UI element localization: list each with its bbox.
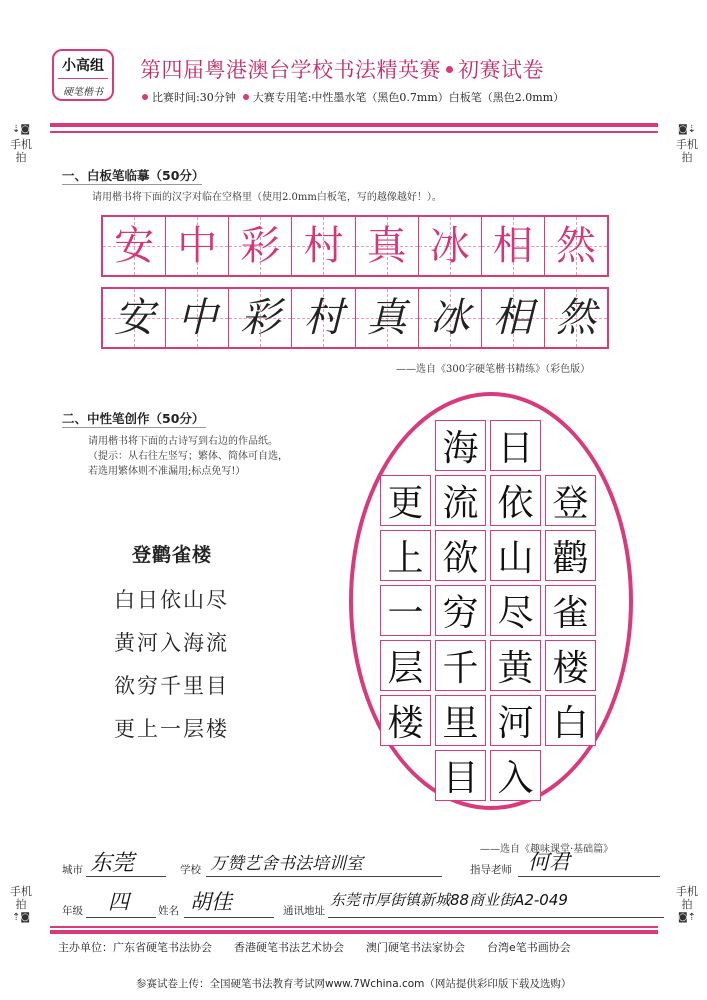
bullet-dot-icon: [142, 94, 148, 100]
copy-cell[interactable]: 相: [482, 289, 545, 347]
model-cell: 相: [482, 217, 545, 275]
poem-line: 白日依山尽: [114, 588, 229, 612]
time-limit: 比赛时间:30分钟: [152, 91, 236, 104]
section2-hint-1: （提示：从右往左竖写；繁体、简体可自选，: [88, 451, 288, 462]
writing-cell[interactable]: 目: [435, 750, 486, 801]
writing-cell[interactable]: 尽: [490, 585, 541, 636]
copy-cell[interactable]: 彩: [229, 289, 292, 347]
writing-cell[interactable]: 黄: [490, 640, 541, 691]
poem-title: 登鹳雀楼: [132, 544, 213, 566]
grade-label: 年级: [62, 905, 83, 917]
writing-cell[interactable]: 山: [490, 530, 541, 581]
school-value[interactable]: 万赞艺舍书法培训室: [210, 854, 363, 874]
section2-instruction: 请用楷书将下面的古诗写到右边的作品纸。: [88, 436, 278, 447]
upload-notice: 参赛试卷上传：全国硬笔书法教育考试网www.7Wchina.com（网站提供彩印版下载及选购）: [136, 978, 572, 990]
pen-requirement: 大赛专用笔:中性墨水笔（黑色0.7mm）白板笔（黑色2.0mm）: [252, 91, 565, 104]
model-character-grid: [101, 215, 609, 277]
city-line: [86, 876, 166, 877]
grade-line: [86, 917, 156, 918]
side-mark-bottom-right: 手机拍 ◙⇡: [676, 885, 698, 923]
camera-icon: ⇡◙: [11, 912, 31, 923]
model-cell: 村: [292, 217, 355, 275]
model-cell: 彩: [229, 217, 292, 275]
school-label: 学校: [180, 864, 201, 876]
writing-cell[interactable]: 河: [490, 695, 541, 746]
writing-cell[interactable]: 楼: [380, 695, 431, 746]
writing-cell[interactable]: 上: [380, 530, 431, 581]
camera-icon: ◙⇡: [677, 912, 697, 923]
model-cell: 冰: [419, 217, 482, 275]
writing-cell[interactable]: 里: [435, 695, 486, 746]
writing-cell[interactable]: 依: [490, 475, 541, 526]
poem-line: 黄河入海流: [114, 631, 229, 655]
section2-heading: 二、中性笔创作（50分）: [62, 411, 205, 426]
address-label: 通讯地址: [283, 905, 325, 917]
writing-cell[interactable]: 更: [380, 475, 431, 526]
model-cell: 真: [356, 217, 419, 275]
writing-cell[interactable]: 一: [380, 585, 431, 636]
copy-character-grid[interactable]: [101, 287, 609, 349]
category-label: 硬笔楷书: [63, 87, 103, 98]
name-line: [184, 917, 274, 918]
writing-cell[interactable]: 入: [490, 750, 541, 801]
writing-cell[interactable]: 层: [380, 640, 431, 691]
title-sub: 初赛试卷: [458, 58, 544, 82]
copy-cell[interactable]: 然: [545, 289, 607, 347]
city-label: 城市: [62, 864, 83, 876]
writing-cell[interactable]: 流: [435, 475, 486, 526]
side-mark-top-right: ◙⇣ 手机拍: [676, 124, 698, 164]
model-cell: 中: [166, 217, 229, 275]
model-cell: 然: [545, 217, 607, 275]
model-cell: 安: [103, 217, 166, 275]
header-rule-thin: [50, 131, 658, 133]
school-line: [206, 876, 442, 877]
host-organizations: 主办单位：广东省硬笔书法协会 香港硬笔书法艺术协会 澳门硬笔书法家协会 台湾e笔书画协会: [58, 941, 571, 954]
group-badge: [52, 49, 114, 101]
page-title: [140, 54, 544, 84]
camera-icon: ◙⇣: [677, 124, 697, 135]
side-mark-top-left: ⇣◙ 手机拍: [10, 124, 32, 164]
copy-cell[interactable]: 安: [103, 289, 166, 347]
writing-cell[interactable]: 海: [435, 420, 486, 471]
writing-cell[interactable]: 白: [545, 695, 596, 746]
writing-cell[interactable]: 楼: [545, 640, 596, 691]
group-label: 小高组: [58, 55, 108, 79]
writing-cell[interactable]: 日: [490, 420, 541, 471]
section1-instruction: 请用楷书将下面的汉字对临在空格里（使用2.0mm白板笔，写的越像越好！）。: [92, 192, 442, 203]
writing-cell[interactable]: 鹳: [545, 530, 596, 581]
title-main: 第四届粤港澳台学校书法精英赛: [140, 58, 441, 82]
teacher-value[interactable]: 何君: [528, 850, 570, 874]
footer-rule-thin: [50, 926, 658, 928]
name-value[interactable]: 胡佳: [190, 890, 232, 914]
writing-cell[interactable]: 雀: [545, 585, 596, 636]
writing-cell[interactable]: 千: [435, 640, 486, 691]
copy-cell[interactable]: 中: [166, 289, 229, 347]
address-line: [328, 917, 664, 918]
section2-hint-2: 若选用繁体则不准漏用;标点免写!）: [88, 466, 246, 477]
camera-icon: ⇣◙: [11, 124, 31, 135]
header-rule-thick: [50, 123, 658, 127]
exam-info: [142, 89, 564, 105]
writing-cell[interactable]: 穷: [435, 585, 486, 636]
copy-cell[interactable]: 村: [292, 289, 355, 347]
city-value[interactable]: 东莞: [90, 851, 135, 876]
poem-line: 更上一层楼: [114, 717, 229, 741]
footer-rule-thick: [50, 930, 658, 934]
grade-value[interactable]: 四: [108, 890, 129, 914]
bullet-dot-icon: [243, 94, 249, 100]
section2-underline: [62, 427, 206, 428]
title-separator-dot: [446, 66, 453, 73]
name-label: 姓名: [158, 905, 179, 917]
writing-cell[interactable]: 登: [545, 475, 596, 526]
side-mark-bottom-left: 手机拍 ⇡◙: [10, 885, 32, 923]
copy-cell[interactable]: 真: [356, 289, 419, 347]
section1-heading: 一、白板笔临摹（50分）: [62, 168, 205, 183]
teacher-label: 指导老师: [470, 864, 512, 876]
teacher-line: [518, 876, 660, 877]
copy-cell[interactable]: 冰: [419, 289, 482, 347]
section2-source: ——选自《趣味课堂·基础篇》: [480, 844, 614, 855]
writing-cell[interactable]: 欲: [435, 530, 486, 581]
section1-source: ——选自《300字硬笔楷书精练》（彩色版）: [396, 364, 591, 375]
poem-line: 欲穷千里目: [114, 674, 229, 698]
section1-underline: [62, 184, 202, 185]
address-value[interactable]: 东莞市厚街镇新城88商业街A2-049: [330, 891, 568, 909]
